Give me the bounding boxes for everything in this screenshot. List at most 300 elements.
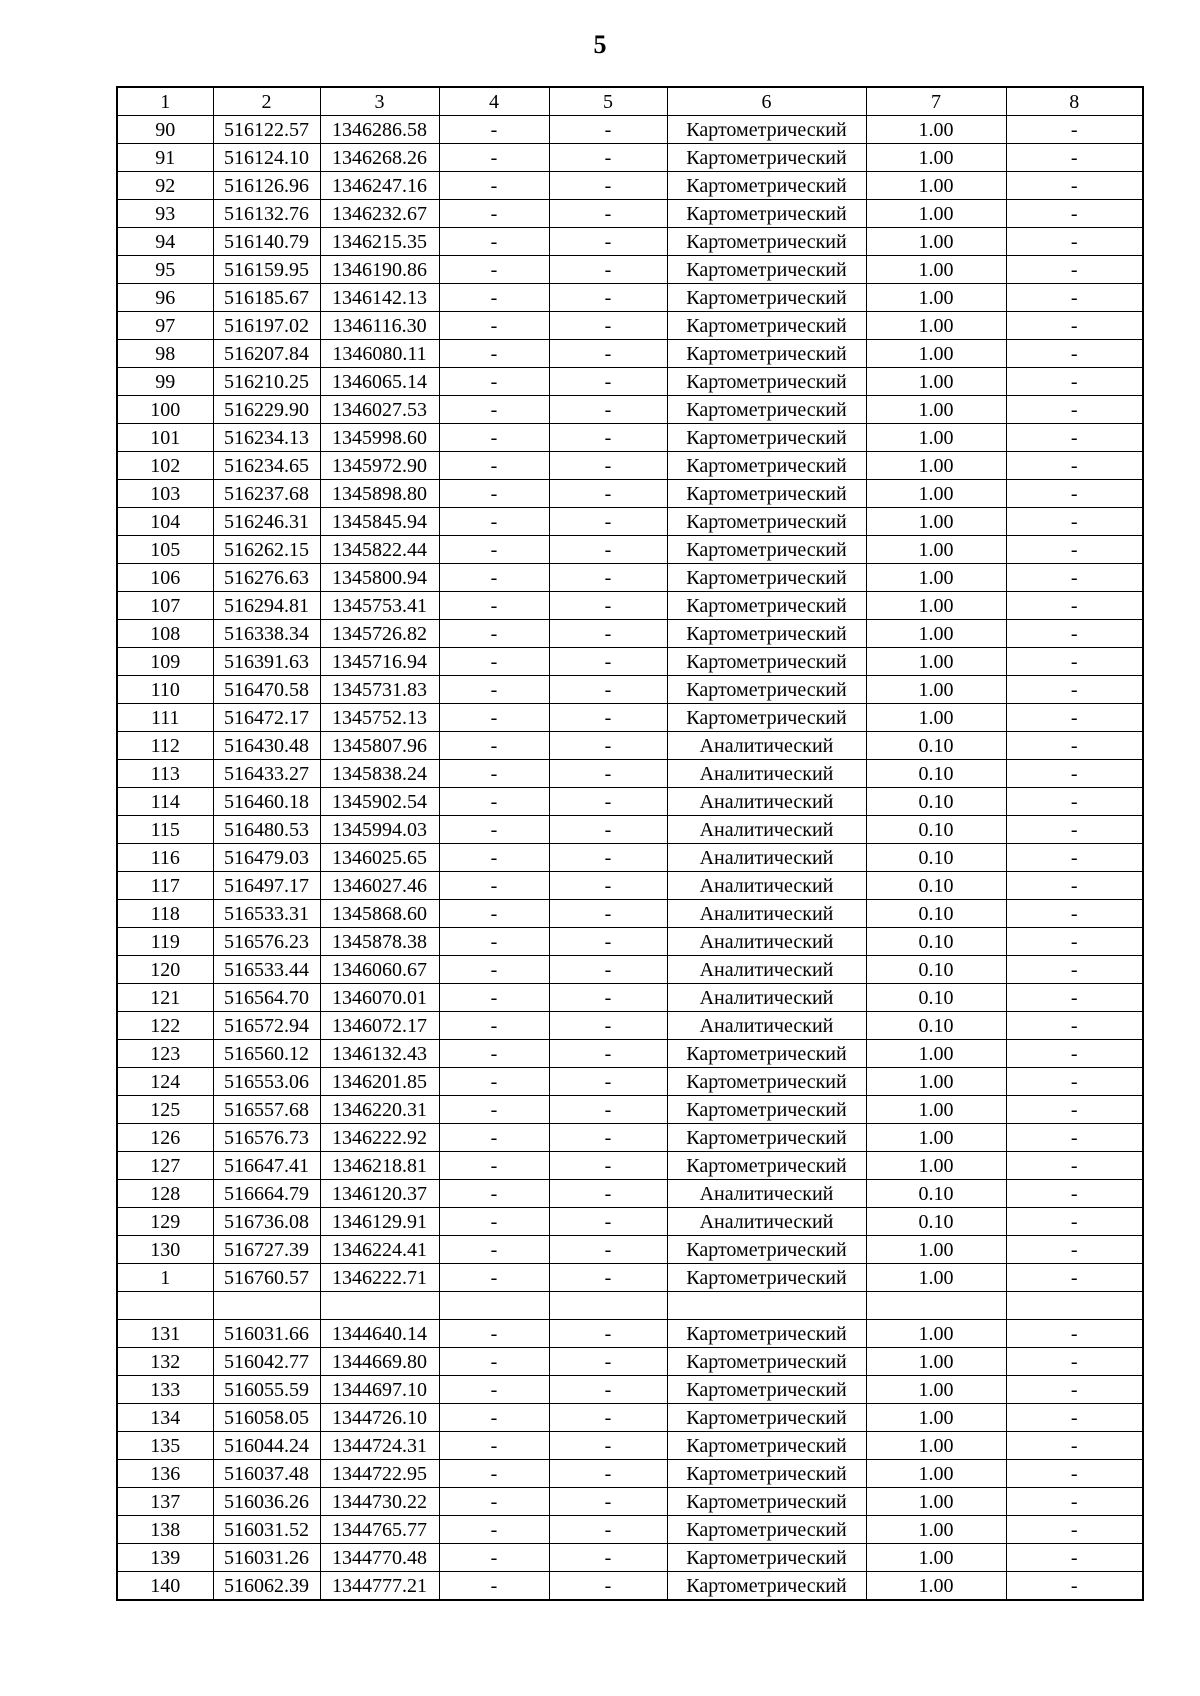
table-cell: 1.00 [866, 424, 1006, 452]
table-cell: - [439, 172, 549, 200]
table-spacer-row [117, 1292, 1143, 1320]
table-cell: 516031.66 [213, 1320, 320, 1348]
table-cell: - [439, 1180, 549, 1208]
table-cell: - [1006, 1460, 1143, 1488]
table-cell: 516294.81 [213, 592, 320, 620]
table-cell: 1.00 [866, 1236, 1006, 1264]
table-cell: 1344730.22 [320, 1488, 439, 1516]
table-cell: 110 [117, 676, 213, 704]
table-cell: 136 [117, 1460, 213, 1488]
table-cell: - [1006, 1572, 1143, 1601]
table-cell: - [439, 340, 549, 368]
table-cell: - [549, 956, 667, 984]
table-cell: 1.00 [866, 172, 1006, 200]
table-cell: 1.00 [866, 452, 1006, 480]
table-cell: - [1006, 508, 1143, 536]
table-cell: - [439, 816, 549, 844]
table-cell: - [549, 1544, 667, 1572]
table-cell: - [439, 760, 549, 788]
table-cell: 1344697.10 [320, 1376, 439, 1404]
table-row [117, 620, 1143, 648]
table-cell: - [549, 1320, 667, 1348]
table-cell: 1346116.30 [320, 312, 439, 340]
table-cell: - [1006, 452, 1143, 480]
table-cell: 516042.77 [213, 1348, 320, 1376]
table-cell: 516044.24 [213, 1432, 320, 1460]
table-cell: - [439, 648, 549, 676]
table-cell: 1344722.95 [320, 1460, 439, 1488]
table-row [117, 396, 1143, 424]
table-cell: 1345822.44 [320, 536, 439, 564]
table-cell: - [549, 1180, 667, 1208]
table-cell: - [439, 1068, 549, 1096]
table-cell: - [549, 1236, 667, 1264]
table-cell: - [549, 1404, 667, 1432]
table-cell: - [1006, 788, 1143, 816]
table-cell: - [439, 200, 549, 228]
table-cell: 1.00 [866, 704, 1006, 732]
table-row [117, 1040, 1143, 1068]
table-cell: - [549, 1068, 667, 1096]
table-cell: 1346220.31 [320, 1096, 439, 1124]
table-cell: 516533.44 [213, 956, 320, 984]
table-cell: - [1006, 312, 1143, 340]
table-cell: 1.00 [866, 480, 1006, 508]
table-cell: - [549, 1376, 667, 1404]
table-cell: 516727.39 [213, 1236, 320, 1264]
table-cell: 114 [117, 788, 213, 816]
table-cell: Картометрический [667, 452, 866, 480]
table-row [117, 480, 1143, 508]
table-cell: 1.00 [866, 536, 1006, 564]
table-cell: - [1006, 1264, 1143, 1292]
table-cell: 516234.65 [213, 452, 320, 480]
table-cell: Картометрический [667, 256, 866, 284]
table-row [117, 1264, 1143, 1292]
table-cell: Аналитический [667, 928, 866, 956]
table-cell: 1.00 [866, 1404, 1006, 1432]
table-cell: - [1006, 340, 1143, 368]
table-cell: Аналитический [667, 732, 866, 760]
table-cell: - [549, 760, 667, 788]
table-cell: 516472.17 [213, 704, 320, 732]
table-cell: - [439, 368, 549, 396]
table-cell: 1345868.60 [320, 900, 439, 928]
table-cell: - [439, 508, 549, 536]
header-cell: 2 [213, 87, 320, 116]
table-row [117, 592, 1143, 620]
table-cell: Аналитический [667, 760, 866, 788]
table-cell [213, 1292, 320, 1320]
table-cell: - [1006, 1404, 1143, 1432]
table-cell: 1 [117, 1264, 213, 1292]
table-cell: 1.00 [866, 1572, 1006, 1601]
table-cell: - [549, 1348, 667, 1376]
table-cell: - [1006, 1320, 1143, 1348]
table-row [117, 704, 1143, 732]
table-cell: 123 [117, 1040, 213, 1068]
table-cell: 133 [117, 1376, 213, 1404]
table-row [117, 1236, 1143, 1264]
table-cell: 109 [117, 648, 213, 676]
table-cell: 1.00 [866, 228, 1006, 256]
table-row [117, 144, 1143, 172]
table-cell: 91 [117, 144, 213, 172]
table-cell: - [1006, 928, 1143, 956]
header-cell: 4 [439, 87, 549, 116]
table-cell: 0.10 [866, 732, 1006, 760]
table-cell: - [1006, 1488, 1143, 1516]
table-cell: 134 [117, 1404, 213, 1432]
table-cell: - [439, 1152, 549, 1180]
table-cell: - [439, 676, 549, 704]
table-cell: - [549, 536, 667, 564]
table-cell: 95 [117, 256, 213, 284]
table-cell: Картометрический [667, 1096, 866, 1124]
table-cell: - [549, 732, 667, 760]
table-cell: - [1006, 1012, 1143, 1040]
table-row [117, 284, 1143, 312]
table-cell: - [1006, 480, 1143, 508]
table-cell: 1346120.37 [320, 1180, 439, 1208]
table-cell [549, 1292, 667, 1320]
table-cell: Картометрический [667, 564, 866, 592]
table-cell: 1345716.94 [320, 648, 439, 676]
table-cell: - [1006, 116, 1143, 144]
table-cell: Картометрический [667, 1068, 866, 1096]
table-cell: 1.00 [866, 1096, 1006, 1124]
table-cell: - [549, 1432, 667, 1460]
table-cell: - [1006, 1376, 1143, 1404]
table-cell: 1344770.48 [320, 1544, 439, 1572]
table-cell: Картометрический [667, 536, 866, 564]
table-cell: - [439, 1572, 549, 1601]
table-cell: Картометрический [667, 340, 866, 368]
table-cell: 118 [117, 900, 213, 928]
table-cell: - [439, 1488, 549, 1516]
table-cell: 1346142.13 [320, 284, 439, 312]
table-cell: - [439, 956, 549, 984]
table-cell: 127 [117, 1152, 213, 1180]
table-cell: - [549, 788, 667, 816]
table-cell: - [549, 508, 667, 536]
table-cell: 516572.94 [213, 1012, 320, 1040]
table-cell: - [439, 1096, 549, 1124]
table-cell: - [439, 312, 549, 340]
table-row [117, 1012, 1143, 1040]
table-row [117, 1348, 1143, 1376]
table-cell: 120 [117, 956, 213, 984]
table-cell: 1346070.01 [320, 984, 439, 1012]
table-cell: Картометрический [667, 312, 866, 340]
table-cell: 516055.59 [213, 1376, 320, 1404]
table-cell: Картометрический [667, 1544, 866, 1572]
table-row [117, 116, 1143, 144]
table-cell: - [1006, 844, 1143, 872]
table-cell: 1.00 [866, 116, 1006, 144]
table-row [117, 984, 1143, 1012]
table-cell: - [549, 1572, 667, 1601]
table-cell: - [439, 1460, 549, 1488]
table-cell: - [549, 228, 667, 256]
table-cell: - [549, 844, 667, 872]
table-cell: 1.00 [866, 1432, 1006, 1460]
table-row [117, 1124, 1143, 1152]
table-cell: Картометрический [667, 1460, 866, 1488]
table-cell: - [439, 1040, 549, 1068]
table-cell: - [439, 284, 549, 312]
page-number: 5 [593, 30, 607, 59]
table-cell: 1346224.41 [320, 1236, 439, 1264]
table-cell: - [1006, 872, 1143, 900]
table-cell: 0.10 [866, 1012, 1006, 1040]
table-cell: 1346215.35 [320, 228, 439, 256]
table-cell: - [439, 1516, 549, 1544]
table-cell: - [549, 1208, 667, 1236]
table-cell: - [549, 256, 667, 284]
table-row [117, 368, 1143, 396]
table-cell: 1.00 [866, 1040, 1006, 1068]
table-cell: 132 [117, 1348, 213, 1376]
table-cell: 516234.13 [213, 424, 320, 452]
table-cell: 107 [117, 592, 213, 620]
table-cell: 1.00 [866, 592, 1006, 620]
header-cell: 7 [866, 87, 1006, 116]
table-cell: 516124.10 [213, 144, 320, 172]
table-cell: 516122.57 [213, 116, 320, 144]
table-cell: 121 [117, 984, 213, 1012]
table-cell: - [439, 424, 549, 452]
table-cell: - [439, 900, 549, 928]
table-cell: Картометрический [667, 704, 866, 732]
table-cell: - [549, 564, 667, 592]
table-cell: Картометрический [667, 508, 866, 536]
table-cell: 516497.17 [213, 872, 320, 900]
table-cell: 516760.57 [213, 1264, 320, 1292]
table-cell: 1.00 [866, 1068, 1006, 1096]
table-cell: 90 [117, 116, 213, 144]
table-cell: - [1006, 816, 1143, 844]
table-cell: - [439, 928, 549, 956]
table-cell: 94 [117, 228, 213, 256]
table-cell: 129 [117, 1208, 213, 1236]
table-row [117, 816, 1143, 844]
table-cell: 516276.63 [213, 564, 320, 592]
table-cell: 102 [117, 452, 213, 480]
table-cell: - [549, 648, 667, 676]
table-cell: 1345994.03 [320, 816, 439, 844]
table-cell: 516036.26 [213, 1488, 320, 1516]
table-cell: 135 [117, 1432, 213, 1460]
table-cell: - [549, 116, 667, 144]
table-cell: Аналитический [667, 1208, 866, 1236]
table-cell: Картометрический [667, 676, 866, 704]
table-cell: - [549, 172, 667, 200]
table-cell: 516736.08 [213, 1208, 320, 1236]
table-cell: 125 [117, 1096, 213, 1124]
table-cell: - [1006, 1236, 1143, 1264]
table-cell: - [1006, 1208, 1143, 1236]
table-row [117, 872, 1143, 900]
table-row [117, 1152, 1143, 1180]
table-cell: Аналитический [667, 872, 866, 900]
table-cell: Картометрический [667, 1236, 866, 1264]
table-cell: - [549, 424, 667, 452]
table-cell: 1.00 [866, 564, 1006, 592]
table-cell: Картометрический [667, 172, 866, 200]
table-cell: - [439, 452, 549, 480]
table-cell: - [1006, 536, 1143, 564]
table-cell: 1.00 [866, 1320, 1006, 1348]
table-cell: 138 [117, 1516, 213, 1544]
table-cell: 1.00 [866, 1488, 1006, 1516]
table-cell: 1344726.10 [320, 1404, 439, 1432]
table-cell: - [549, 1096, 667, 1124]
table-cell: - [549, 144, 667, 172]
table-cell: - [1006, 956, 1143, 984]
table-cell: Картометрический [667, 1320, 866, 1348]
table-cell: - [1006, 984, 1143, 1012]
table-row [117, 1068, 1143, 1096]
table-cell: 516159.95 [213, 256, 320, 284]
table-cell: 516126.96 [213, 172, 320, 200]
table-cell: 0.10 [866, 788, 1006, 816]
table-cell [866, 1292, 1006, 1320]
table-cell: Картометрический [667, 284, 866, 312]
table-cell: - [549, 200, 667, 228]
table-cell: 1.00 [866, 200, 1006, 228]
table-cell: - [549, 396, 667, 424]
table-cell: 1344777.21 [320, 1572, 439, 1601]
table-cell: Аналитический [667, 1012, 866, 1040]
table-cell: 516140.79 [213, 228, 320, 256]
table-cell: 115 [117, 816, 213, 844]
table-cell: 1346072.17 [320, 1012, 439, 1040]
table-cell: 1346080.11 [320, 340, 439, 368]
table-cell: - [439, 1376, 549, 1404]
table-cell: 105 [117, 536, 213, 564]
table-cell: 140 [117, 1572, 213, 1601]
table-cell: - [549, 928, 667, 956]
table-cell: - [549, 704, 667, 732]
table-cell: 1344724.31 [320, 1432, 439, 1460]
table-row [117, 788, 1143, 816]
table-cell: 1345998.60 [320, 424, 439, 452]
table-cell: 516576.73 [213, 1124, 320, 1152]
header-cell: 5 [549, 87, 667, 116]
table-row [117, 1096, 1143, 1124]
table-cell: 128 [117, 1180, 213, 1208]
table-cell: 0.10 [866, 816, 1006, 844]
table-cell: 122 [117, 1012, 213, 1040]
table-cell: - [1006, 1152, 1143, 1180]
table-cell: 96 [117, 284, 213, 312]
table-cell: 516480.53 [213, 816, 320, 844]
table-cell: 1344765.77 [320, 1516, 439, 1544]
table-cell: 516207.84 [213, 340, 320, 368]
table-cell: 1.00 [866, 1264, 1006, 1292]
table-cell: Аналитический [667, 956, 866, 984]
table-cell: - [439, 480, 549, 508]
table-row [117, 1180, 1143, 1208]
table-cell: - [1006, 704, 1143, 732]
table-row [117, 1404, 1143, 1432]
table-cell: Картометрический [667, 228, 866, 256]
table-cell: - [439, 788, 549, 816]
table-cell: Картометрический [667, 1040, 866, 1068]
table-cell: - [549, 900, 667, 928]
table-row [117, 564, 1143, 592]
table-cell: - [549, 368, 667, 396]
table-cell: 1345878.38 [320, 928, 439, 956]
table-cell: 1346201.85 [320, 1068, 439, 1096]
table-cell: 116 [117, 844, 213, 872]
table-cell: 0.10 [866, 844, 1006, 872]
table-row [117, 424, 1143, 452]
table-cell: 1346286.58 [320, 116, 439, 144]
table-cell: Картометрический [667, 1432, 866, 1460]
table-cell: 516132.76 [213, 200, 320, 228]
table-cell: Картометрический [667, 1124, 866, 1152]
table-cell: 1345972.90 [320, 452, 439, 480]
table-row [117, 1208, 1143, 1236]
table-cell: - [439, 564, 549, 592]
table-cell: - [549, 1264, 667, 1292]
table-cell: 1346129.91 [320, 1208, 439, 1236]
table-cell: - [1006, 1348, 1143, 1376]
table-cell: Аналитический [667, 984, 866, 1012]
table-cell: - [549, 340, 667, 368]
table-cell: - [549, 620, 667, 648]
table-row [117, 844, 1143, 872]
table-cell: 1346027.46 [320, 872, 439, 900]
table-cell: - [549, 984, 667, 1012]
table-row [117, 1376, 1143, 1404]
table-cell: - [439, 116, 549, 144]
table-cell: - [439, 1236, 549, 1264]
table-cell: - [549, 1460, 667, 1488]
table-cell: 1.00 [866, 508, 1006, 536]
table-cell: 119 [117, 928, 213, 956]
table-cell: Картометрический [667, 1516, 866, 1544]
table-row [117, 1460, 1143, 1488]
table-cell: - [439, 1544, 549, 1572]
table-cell: - [1006, 1124, 1143, 1152]
table-cell: 1.00 [866, 1544, 1006, 1572]
table-cell [667, 1292, 866, 1320]
table-cell: 1344640.14 [320, 1320, 439, 1348]
header-cell: 3 [320, 87, 439, 116]
table-cell: 516246.31 [213, 508, 320, 536]
table-cell: - [1006, 1432, 1143, 1460]
table-cell: 93 [117, 200, 213, 228]
table-row [117, 1432, 1143, 1460]
table-cell: - [1006, 256, 1143, 284]
table-cell: 97 [117, 312, 213, 340]
table-cell: 516564.70 [213, 984, 320, 1012]
table-cell: - [439, 704, 549, 732]
table-row [117, 900, 1143, 928]
table-row [117, 1572, 1143, 1601]
table-cell: 516037.48 [213, 1460, 320, 1488]
table-cell: - [439, 1124, 549, 1152]
table-cell: - [1006, 900, 1143, 928]
table-cell: - [439, 256, 549, 284]
table-cell: 1345753.41 [320, 592, 439, 620]
table-cell: Картометрический [667, 424, 866, 452]
table-row [117, 508, 1143, 536]
table-cell: 516553.06 [213, 1068, 320, 1096]
